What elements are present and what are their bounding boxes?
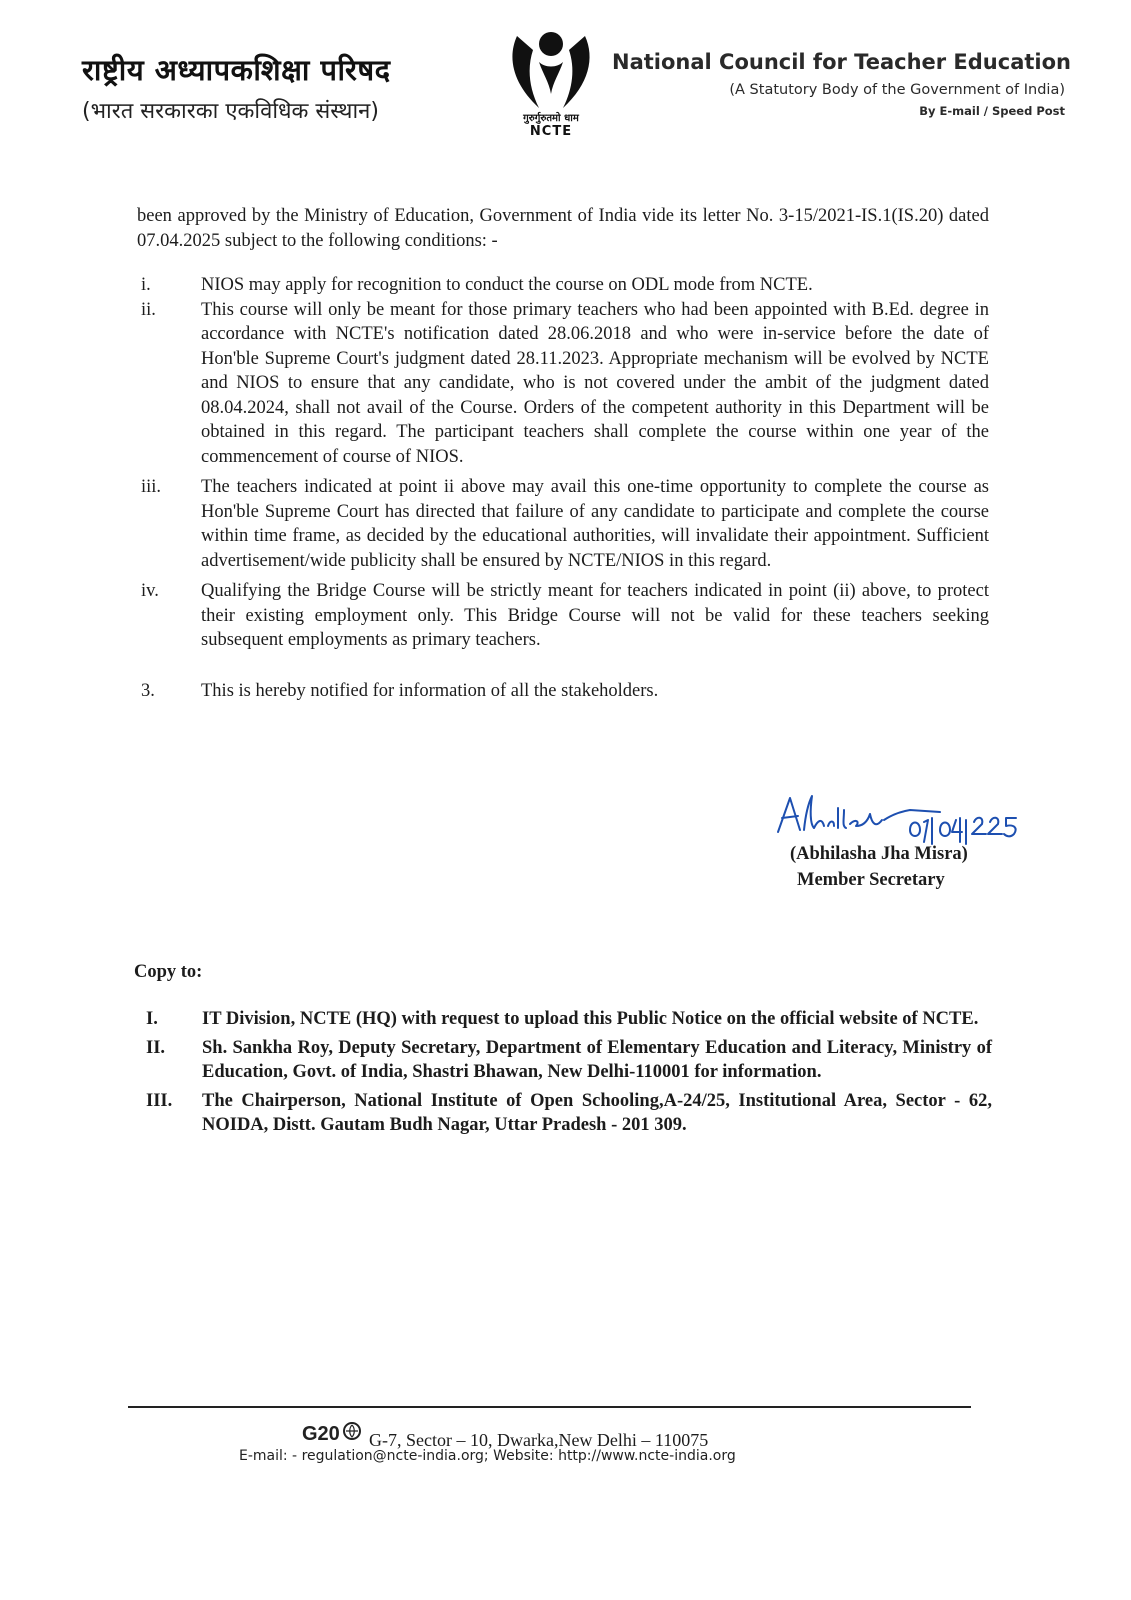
signatory-designation: Member Secretary: [797, 870, 945, 890]
copy-to-list: [134, 1007, 992, 1142]
footer-divider: [128, 1406, 971, 1408]
english-org-title: National Council for Teacher Education: [612, 50, 1071, 74]
condition-number: iii.: [141, 477, 162, 497]
notice-number: 3.: [141, 680, 155, 701]
copy-to-number: I.: [146, 1009, 158, 1029]
intro-paragraph: been approved by the Ministry of Education, Government of India vide its letter No. 3-15/2021-IS.1(IS.20) dated 07.04.2025 subject to the following conditions: -: [137, 206, 989, 251]
english-org-subtitle: (A Statutory Body of the Government of India): [729, 82, 1065, 98]
g20-mark: G20: [302, 1423, 340, 1445]
copy-to-text: Sh. Sankha Roy, Deputy Secretary, Department of Elementary Education and Literacy, Ministry of Education, Govt. of India, Shastri Bhawan, New Delhi-110001 for information.: [202, 1037, 992, 1082]
notice-text: This is hereby notified for information of all the stakeholders.: [201, 680, 659, 701]
logo-motto: गुरुर्गुरुतमो धाम: [523, 113, 579, 124]
copy-to-text: The Chairperson, National Institute of Open Schooling,A-24/25, Institutional Area, Sector - 62, NOIDA, Distt. Gautam Budh Nagar, Uttar Pradesh - 201 309.: [202, 1090, 992, 1135]
condition-item: [137, 273, 989, 298]
copy-to-item: [134, 1036, 992, 1085]
copy-to-item: [134, 1007, 992, 1032]
condition-text: This course will only be meant for those primary teachers who had been appointed with B.Ed. degree in accordance with NCTE's notification dated 28.06.2018 and who were in-service before the date of Hon'ble Supreme Court's judgment dated 28.11.2023. Appropriate mechanism will be evolved by NCTE and NIOS to ensure that any candidate, who is not covered under the ambit of the judgment dated 08.04.2024, shall not avail of the Course. Orders of the competent authority in this Department will be obtained in this regard. The participant teachers shall complete the course within one year of the commencement of course of NIOS.: [201, 299, 989, 467]
footer-address: G-7, Sector – 10, Dwarka,New Delhi – 110075: [369, 1430, 709, 1450]
condition-item: [137, 475, 989, 573]
copy-to-item: [134, 1089, 992, 1138]
copy-to-heading: Copy to:: [134, 962, 203, 982]
handwritten-signature: [760, 790, 1030, 850]
condition-item: [137, 298, 989, 470]
condition-text: The teachers indicated at point ii above may avail this one-time opportunity to complete the course as Hon'ble Supreme Court has directed that failure of any candidate to participate and complete the course within time frame, as decided by the educational authorities, will invalidate their appointment. Sufficient advertisement/wide publicity shall be ensured by NCTE/NIOS in this regard.: [201, 477, 989, 571]
copy-to-text: IT Division, NCTE (HQ) with request to upload this Public Notice on the official website of NCTE.: [202, 1009, 979, 1029]
letterhead-english: [611, 50, 1071, 118]
copy-to-number: III.: [146, 1090, 173, 1111]
condition-number: i.: [141, 275, 151, 295]
hindi-org-subtitle: (भारत सरकारका एकविधिक संस्थान): [82, 99, 379, 124]
condition-number: ii.: [141, 299, 156, 320]
letterhead-hindi: [82, 50, 482, 125]
hindi-org-title: राष्ट्रीय अध्यापकशिक्षा परिषद: [82, 53, 391, 87]
logo-text: NCTE: [529, 124, 573, 139]
condition-number: iv.: [141, 581, 159, 601]
notice-paragraph: [137, 679, 989, 704]
condition-text: NIOS may apply for recognition to conduct the course on ODL mode from NCTE.: [201, 275, 813, 295]
signatory-name: (Abhilasha Jha Misra): [790, 844, 968, 864]
condition-text: Qualifying the Bridge Course will be strictly meant for teachers indicated in point (ii) above, to protect their existing employment only. This Bridge Course will not be valid for these teachers seeking subsequent employments as primary teachers.: [201, 581, 989, 650]
ncte-emblem-icon: [503, 28, 599, 112]
condition-item: [137, 579, 989, 653]
copy-to-number: II.: [146, 1037, 166, 1058]
letter-body: [137, 204, 989, 703]
ncte-logo: [496, 28, 606, 139]
footer-contact: E-mail: - regulation@ncte-india.org; Website: http://www.ncte-india.org: [239, 1448, 736, 1464]
delivery-mode: By E-mail / Speed Post: [919, 104, 1065, 118]
